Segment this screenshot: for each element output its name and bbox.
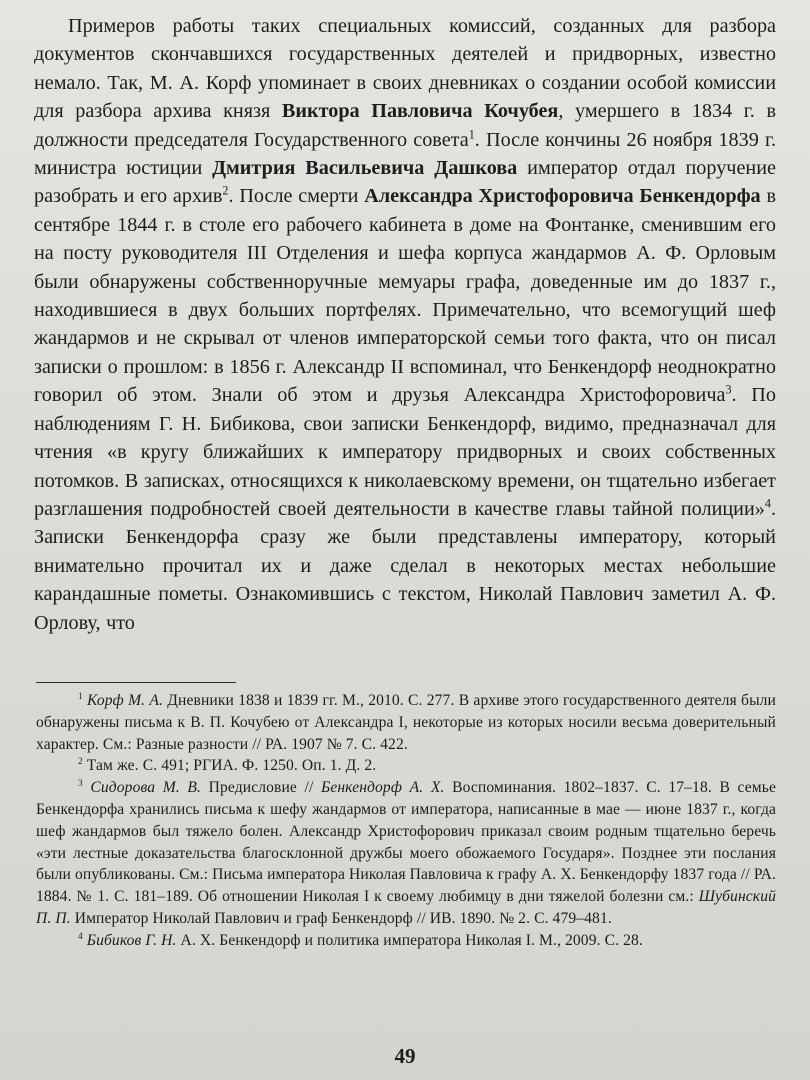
bold-name: Виктора Павловича Кочубея: [281, 100, 559, 123]
bold-name: Александра Христофоровича Бенкендорфа: [364, 185, 761, 208]
main-text: [34, 12, 776, 637]
paragraph: Примеров работы таких специальных комиссий, созданных для разбора документов скончавшихся государственных деятелей и придворных, известно немало. Так, М. А. Корф упоминает в своих дневниках о создании особой комиссии для разбора архива князя Виктора Павловича Кочубея, умершего в 1834 г. в должности председателя Государственного совета$^1$. После кончины 26 ноября 1839 г. министра юстиции Дмитрия Васильевича Дашкова император отдал поручение разобрать и его архив$^2$. После смерти Александра Христофоровича Бенкендорфа в сентябре 1844 г. в столе его рабочего кабинета в доме на Фонтанке, сменившим его на посту руководителя III Отделения и шефа корпуса жандармов А. Ф. Орловым были обнаружены собственноручные мемуары графа, доведенные им до 1837 г., находившиеся в двух больших портфелях. Примечательно, что всемогущий шеф жандармов и не скрывал от членов императорской семьи того факта, что он писал записки о прошлом: в 1856 г. Александр II вспоминал, что Бенкендорф неоднократно говорил об этом. Знали об этом и друзья Александра Христофоровича$^3$. По наблюдениям Г. Н. Бибикова, свои записки Бенкендорф, видимо, предназначал для чтения «в кругу ближайших к императору придворных и своих собственных потомков. В записках, относящихся к николаевскому времени, он тщательно избегает разглашения подробностей своей деятельности в качестве главы тайной полиции»$^4$. Записки Бенкендорфа сразу же были представлены императору, который внимательно прочитал их и даже сделал в некоторых местах небольшие карандашные пометы. Ознакомившись с текстом, Николай Павлович заметил А. Ф. Орлову, что: [34, 15, 776, 634]
footnote-3: $^3$ Сидорова М. В. Предисловие // Бенкендорф А. Х. Воспоминания. 1802–1837. С. 17–18. В семье Бенкендорфа хранились письма к шефу жандармов от императора, написанные в мае — июне 1837 г., когда шеф жандармов был тяжело болен. Александр Христофорович приказал своим родным тщательно беречь «эти лестные доказательства благосклонной дружбы моего обожаемого Государя». Позднее эти послания были опубликованы. См.: Письма императора Николая Павловича к графу А. Х. Бенкендорфу 1837 года // РА. 1884. № 1. С. 181–189. Об отношении Николая I к своему любимцу в дни тяжелой болезни см.: Шубинский П. П. Император Николай Павлович и граф Бенкендорф // ИВ. 1890. № 2. С. 479–481.: [36, 779, 776, 927]
footnote-ref: 3: [725, 382, 732, 397]
footnote-4: $^4$ Бибиков Г. Н. А. Х. Бенкендорф и политика императора Николая I. М., 2009. С. 28.: [78, 931, 643, 949]
bold-name: Дмитрия Васильевича Дашкова: [212, 157, 518, 180]
footnotes: [36, 690, 776, 952]
footnote-2: $^2$ Там же. С. 491; РГИА. Ф. 1250. Оп. 1. Д. 2.: [78, 757, 377, 775]
footnote-1: $^1$ Корф М. А. Дневники 1838 и 1839 гг. М., 2010. С. 277. В архиве этого государственного деятеля были обнаружены письма к В. П. Кочубею от Александра I, некоторые из которых носили весьма доверительный характер. См.: Разные разности // РА. 1907 № 7. С. 422.: [36, 691, 776, 753]
footnote-ref: 2: [222, 183, 229, 198]
page-number: 49: [394, 1044, 416, 1068]
footnote-divider: [36, 682, 236, 683]
footnote-ref: 1: [468, 126, 475, 141]
footnote-ref: 4: [764, 496, 771, 511]
